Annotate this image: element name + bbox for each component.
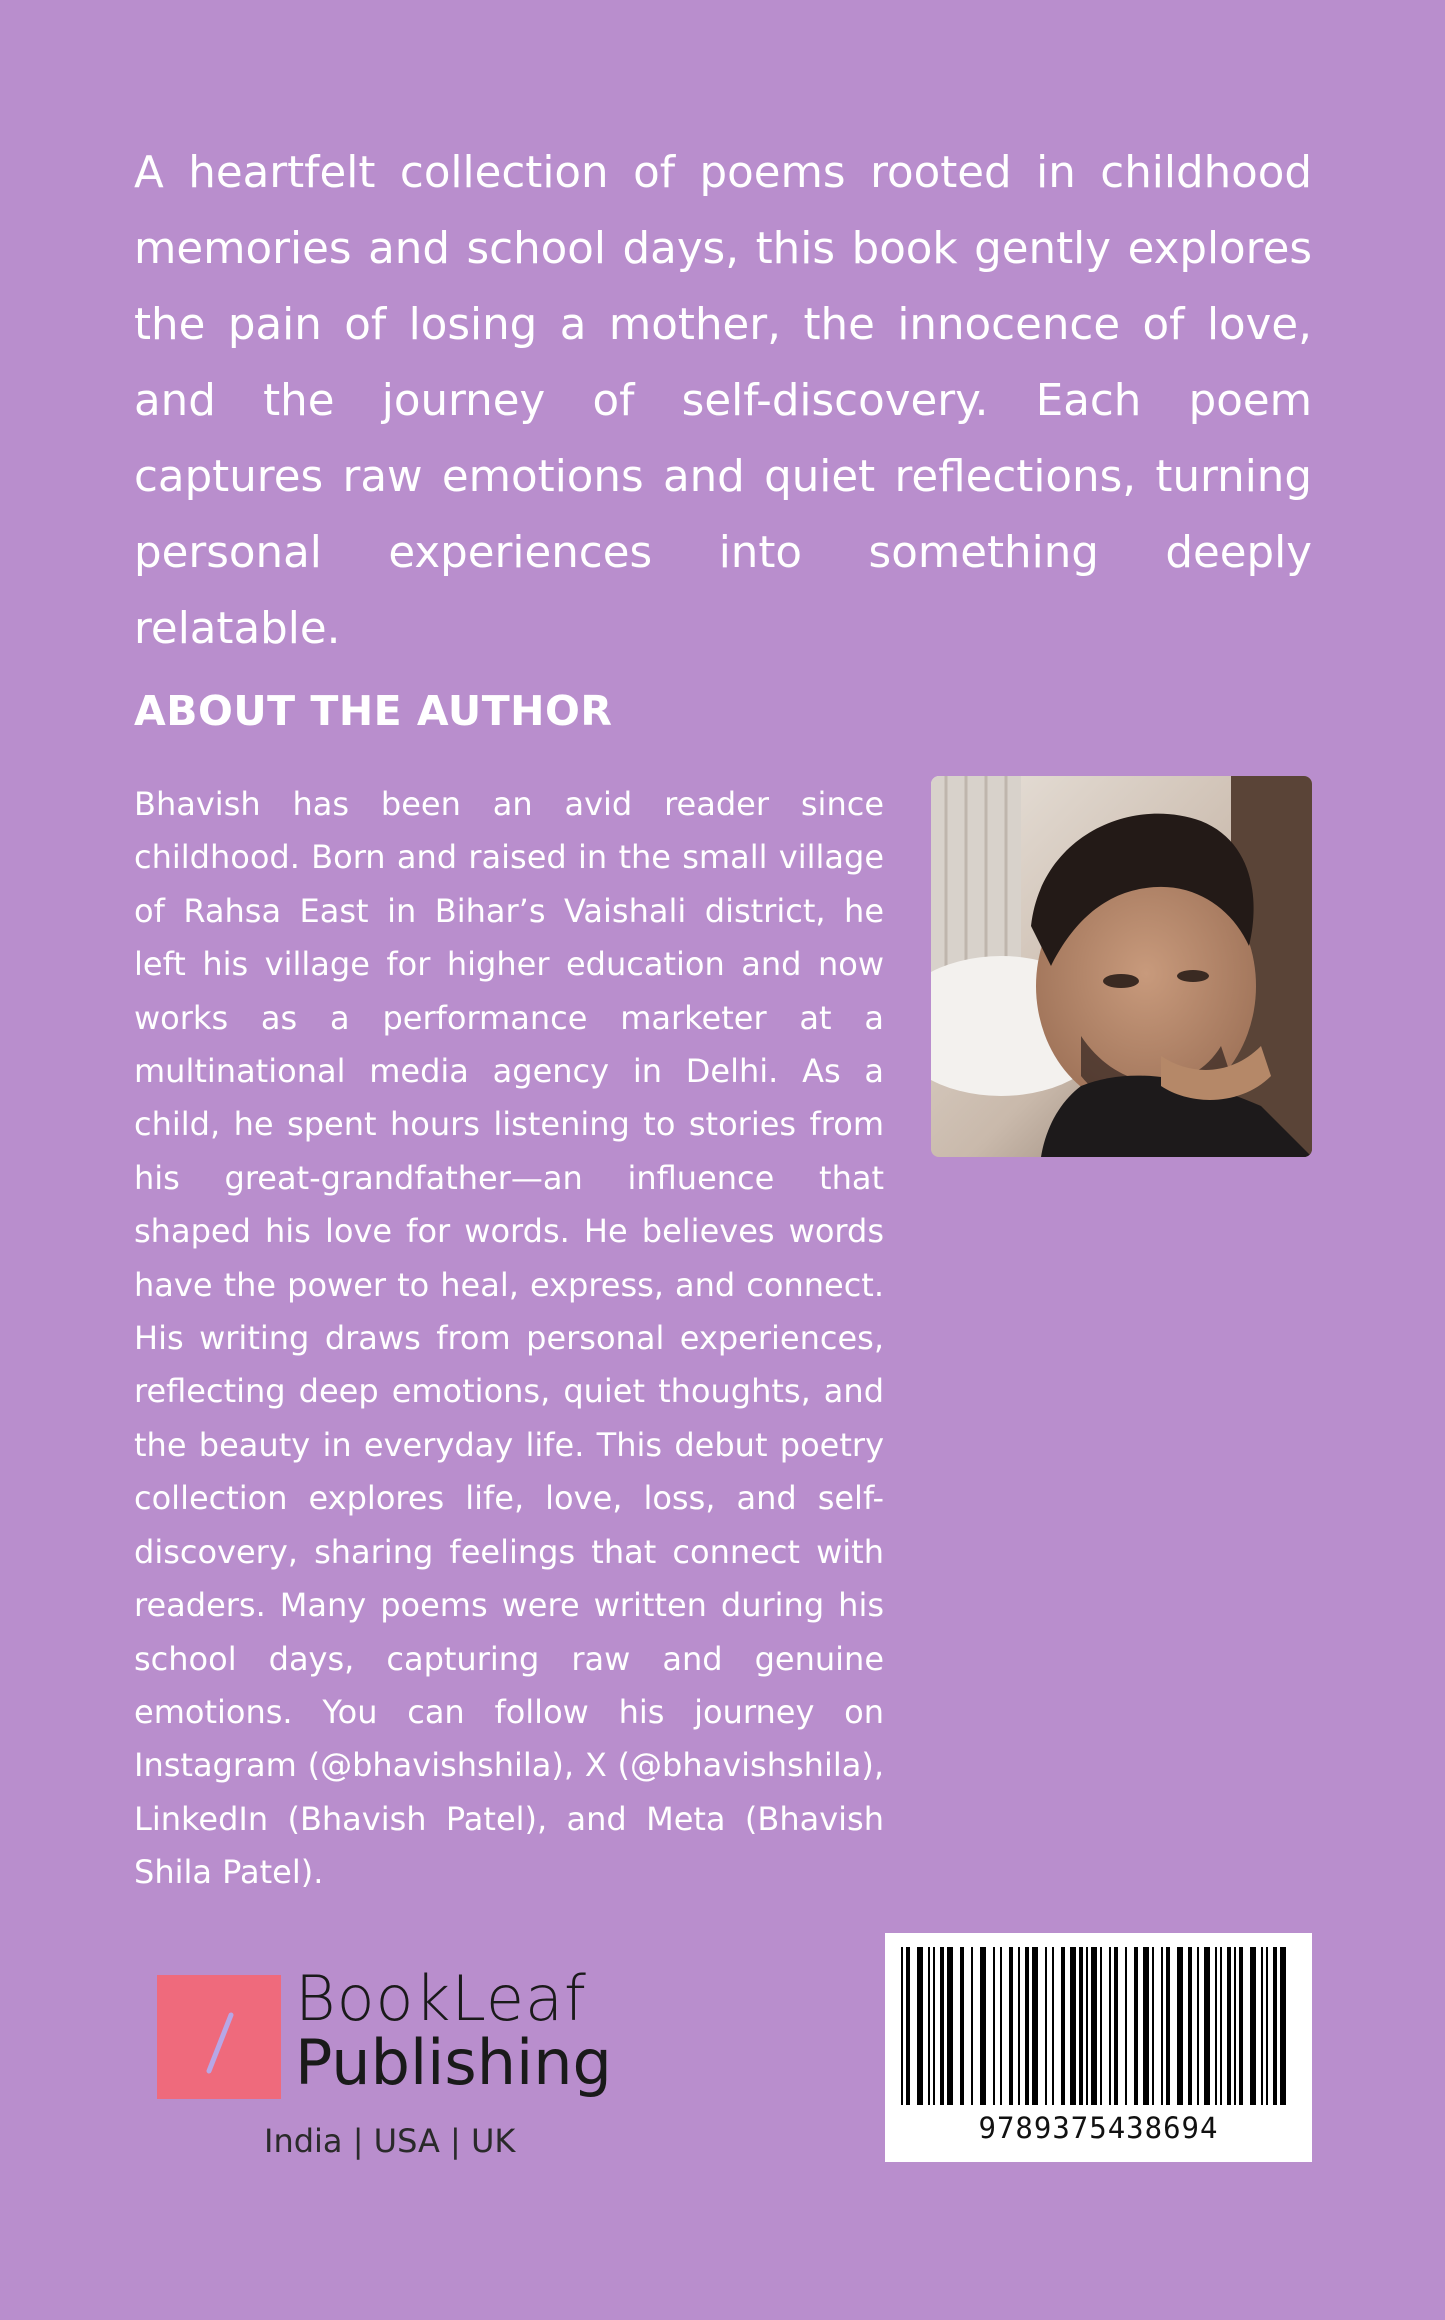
barcode-bar xyxy=(917,1947,923,2105)
barcode-bar xyxy=(1018,1947,1020,2105)
publisher-regions: India | USA | UK xyxy=(264,2122,516,2160)
barcode-bar xyxy=(1177,1947,1183,2105)
barcode-bar xyxy=(1188,1947,1192,2105)
barcode-bar xyxy=(1052,1947,1054,2105)
barcode-bar xyxy=(1079,1947,1083,2105)
publisher-logo xyxy=(157,1962,617,2170)
barcode-bar xyxy=(1234,1947,1236,2105)
barcode-bar xyxy=(940,1947,944,2105)
barcode-bar xyxy=(1197,1947,1199,2105)
barcode-bar xyxy=(1161,1947,1163,2105)
barcode-bar xyxy=(906,1947,910,2105)
barcode-bar xyxy=(960,1947,964,2105)
author-bio: Bhavish has been an avid reader since childhood. Born and raised in the small village of Rahsa East in Bihar’s Vaishali district, he left his village for higher education and now works as a performance marketer at a multinational media agency in Delhi. As a child, he spent hours listening to stories from his great-grandfather—an influence that shaped his love for words. He believes words have the power to heal, express, and connect. His writing draws from personal experiences, reflecting deep emotions, quiet thoughts, and the beauty in everyday life. This debut poetry collection explores life, love, loss, and self-discovery, sharing feelings that connect with readers. Many poems were written during his school days, capturing raw and genuine emotions. You can follow his journey on Instagram (@bhavishshila), X (@bhavishshila), LinkedIn (Bhavish Patel), and Meta (Bhavish Shila Patel). xyxy=(134,785,884,1892)
publisher-name-line1: BookLeaf xyxy=(295,1962,587,2035)
barcode-bar xyxy=(1239,1947,1243,2105)
barcode-bar xyxy=(1091,1947,1097,2105)
barcode-bar xyxy=(928,1947,930,2105)
barcode-bar xyxy=(1134,1947,1138,2105)
barcode-bar xyxy=(1125,1947,1127,2105)
author-photo xyxy=(931,776,1312,1157)
barcode-bar xyxy=(901,1947,903,2105)
barcode-bar xyxy=(1220,1947,1222,2105)
barcode-bar xyxy=(1114,1947,1118,2105)
about-author-heading: ABOUT THE AUTHOR xyxy=(134,687,613,735)
book-blurb: A heartfelt collection of poems rooted in childhood memories and school days, this book gently explores the pain of losing a mother, the innocence of love, and the journey of self-discovery. Each poem captures raw emotions and quiet reflections, turning personal experiences into something deeply relatable. xyxy=(134,148,1312,654)
barcode-bar xyxy=(1025,1947,1029,2105)
barcode-bar xyxy=(933,1947,935,2105)
isbn-barcode xyxy=(885,1933,1312,2162)
isbn-number: 9789375438694 xyxy=(978,2111,1219,2145)
barcode-bar xyxy=(1100,1947,1102,2105)
barcode-bar xyxy=(1086,1947,1088,2105)
barcode-bar xyxy=(971,1947,973,2105)
barcode-bar xyxy=(1000,1947,1002,2105)
barcode-bar xyxy=(1266,1947,1268,2105)
barcode-bar xyxy=(1261,1947,1263,2105)
barcode-bar xyxy=(1152,1947,1154,2105)
barcode-bar xyxy=(980,1947,986,2105)
barcode-bar xyxy=(947,1947,953,2105)
publisher-name-line2: Publishing xyxy=(295,2026,612,2099)
barcode-bar xyxy=(993,1947,995,2105)
barcode-bar xyxy=(1250,1947,1256,2105)
barcode-bar xyxy=(1109,1947,1111,2105)
barcode-bar xyxy=(1273,1947,1277,2105)
barcode-bar xyxy=(1280,1947,1286,2105)
barcode-bar xyxy=(1227,1947,1231,2105)
barcode-bar xyxy=(1009,1947,1013,2105)
barcode-bar xyxy=(1070,1947,1076,2105)
barcode-bar xyxy=(1215,1947,1217,2105)
barcode-bar xyxy=(1204,1947,1210,2105)
barcode-bar xyxy=(1032,1947,1038,2105)
barcode-bar xyxy=(1061,1947,1065,2105)
barcode-bar xyxy=(1045,1947,1047,2105)
author-portrait-image xyxy=(931,776,1312,1157)
barcode-bar xyxy=(1166,1947,1170,2105)
barcode-bar xyxy=(1143,1947,1149,2105)
leaf-slash-icon xyxy=(157,1975,281,2099)
